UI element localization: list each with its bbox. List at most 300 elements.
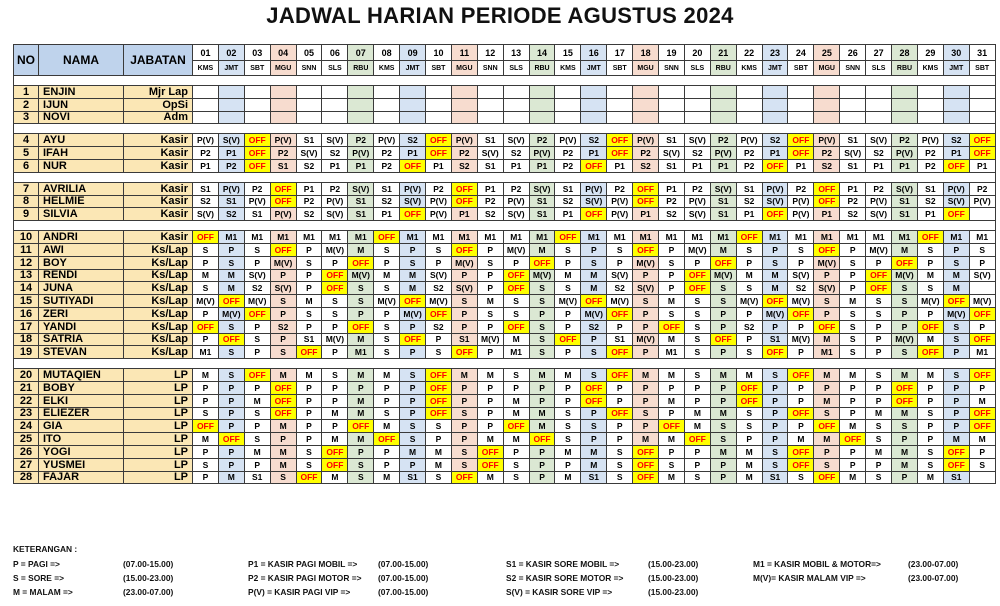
shift-cell: P2 (969, 182, 995, 195)
shift-cell: S2 (581, 320, 607, 333)
weekday-label: SNN (296, 61, 322, 76)
shift-cell: M(V) (762, 307, 788, 320)
shift-cell: M(V) (529, 269, 555, 282)
shift-cell: P2 (736, 147, 762, 160)
shift-cell: S (814, 407, 840, 420)
shift-cell: P (607, 420, 633, 433)
separator-cell (14, 76, 996, 86)
employee-position: LP (124, 394, 193, 407)
shift-cell: S(V) (710, 182, 736, 195)
shift-off-cell: OFF (943, 445, 969, 458)
shift-cell: M1 (866, 231, 892, 244)
shift-cell: P (892, 471, 918, 484)
shift-cell: P (607, 381, 633, 394)
shift-cell: S(V) (244, 269, 270, 282)
shift-cell: P (814, 445, 840, 458)
shift-cell (270, 98, 296, 111)
shift-cell: P2 (555, 159, 581, 172)
shift-cell: S (762, 458, 788, 471)
shift-cell: P (866, 381, 892, 394)
shift-cell: P (218, 243, 244, 256)
shift-cell: M1 (193, 346, 219, 359)
shift-off-cell: OFF (736, 231, 762, 244)
shift-cell: S(V) (218, 134, 244, 147)
shift-cell: M (348, 394, 374, 407)
shift-cell: M1 (451, 231, 477, 244)
shift-cell: S (917, 282, 943, 295)
shift-cell: P (374, 458, 400, 471)
shift-cell: P (607, 320, 633, 333)
shift-cell (426, 98, 452, 111)
legend-time: (23.00-07.00) (908, 559, 959, 569)
shift-cell: P1 (529, 159, 555, 172)
shift-cell: M (400, 269, 426, 282)
weekday-label: MGU (633, 61, 659, 76)
shift-cell: M (270, 458, 296, 471)
shift-cell: P (529, 394, 555, 407)
employee-position: Kasir (124, 182, 193, 195)
employee-row (14, 458, 996, 471)
shift-off-cell: OFF (788, 445, 814, 458)
shift-cell: S (503, 369, 529, 382)
group-separator (14, 359, 996, 369)
shift-off-cell: OFF (581, 381, 607, 394)
shift-cell: P (659, 243, 685, 256)
shift-cell (581, 86, 607, 99)
shift-cell: S (451, 407, 477, 420)
shift-cell: P(V) (270, 208, 296, 221)
shift-cell: P (451, 381, 477, 394)
shift-cell: P2 (555, 147, 581, 160)
shift-cell: P (270, 307, 296, 320)
shift-cell: P (555, 256, 581, 269)
shift-cell: S1 (762, 471, 788, 484)
weekday-label: SLS (503, 61, 529, 76)
shift-cell: P (451, 269, 477, 282)
weekday-label: SLS (684, 61, 710, 76)
shift-cell: P (814, 307, 840, 320)
shift-cell (322, 86, 348, 99)
shift-cell: S (659, 307, 685, 320)
shift-cell: P2 (736, 159, 762, 172)
shift-cell: S2 (244, 282, 270, 295)
shift-cell: P (477, 243, 503, 256)
shift-cell: S1 (710, 208, 736, 221)
weekday-label: SNN (659, 61, 685, 76)
shift-cell: S (684, 295, 710, 308)
shift-cell: S (943, 256, 969, 269)
weekday-label: SNN (840, 61, 866, 76)
employee-position: LP (124, 381, 193, 394)
shift-cell: M (917, 269, 943, 282)
shift-cell (374, 86, 400, 99)
shift-cell (892, 111, 918, 124)
shift-cell: S (555, 407, 581, 420)
shift-off-cell: OFF (633, 195, 659, 208)
shift-cell: M1 (296, 231, 322, 244)
shift-cell: M(V) (244, 295, 270, 308)
shift-cell: P (477, 394, 503, 407)
shift-cell: S1 (917, 182, 943, 195)
shift-cell: M (270, 369, 296, 382)
shift-off-cell: OFF (633, 243, 659, 256)
shift-cell (736, 111, 762, 124)
shift-cell: M (503, 407, 529, 420)
employee-name: MUTAQIEN (39, 369, 124, 382)
shift-cell: M1 (244, 231, 270, 244)
shift-cell: M(V) (581, 307, 607, 320)
shift-cell: S (400, 433, 426, 446)
shift-cell: M (659, 433, 685, 446)
shift-cell: S (943, 320, 969, 333)
shift-cell: P2 (322, 182, 348, 195)
shift-cell: M(V) (943, 307, 969, 320)
shift-cell: P (193, 445, 219, 458)
shift-cell: P (814, 381, 840, 394)
shift-cell: M (917, 333, 943, 346)
shift-cell: S (710, 295, 736, 308)
shift-cell (710, 98, 736, 111)
employee-row (14, 320, 996, 333)
employee-no: 22 (14, 394, 39, 407)
shift-cell: S2 (477, 208, 503, 221)
shift-cell: M (892, 407, 918, 420)
shift-cell: S (451, 445, 477, 458)
shift-cell: S (193, 458, 219, 471)
shift-cell: M (400, 282, 426, 295)
shift-cell (607, 111, 633, 124)
page-title: JADWAL HARIAN PERIODE AGUSTUS 2024 (266, 3, 734, 28)
shift-cell (943, 98, 969, 111)
shift-cell: P (193, 381, 219, 394)
shift-cell: P (374, 256, 400, 269)
shift-cell: S (218, 346, 244, 359)
shift-cell: S (348, 295, 374, 308)
shift-cell: P (866, 333, 892, 346)
shift-cell: M (814, 394, 840, 407)
shift-cell (244, 86, 270, 99)
shift-cell (426, 111, 452, 124)
shift-cell: P (736, 433, 762, 446)
day-number: 09 (400, 45, 426, 61)
shift-cell: M (322, 471, 348, 484)
shift-cell (296, 111, 322, 124)
shift-cell: P (322, 420, 348, 433)
shift-off-cell: OFF (426, 369, 452, 382)
shift-cell: S2 (814, 159, 840, 172)
shift-off-cell: OFF (788, 458, 814, 471)
shift-cell: S (426, 346, 452, 359)
shift-cell (477, 111, 503, 124)
employee-no: 24 (14, 420, 39, 433)
shift-cell: P (426, 256, 452, 269)
shift-cell: P1 (477, 182, 503, 195)
weekday-label: JMT (943, 61, 969, 76)
weekday-label: SBT (607, 61, 633, 76)
shift-cell: P (659, 381, 685, 394)
shift-cell: P (529, 445, 555, 458)
shift-cell (555, 98, 581, 111)
shift-cell (892, 98, 918, 111)
employee-position: Kasir (124, 159, 193, 172)
shift-cell: S(V) (943, 195, 969, 208)
shift-cell: M (840, 295, 866, 308)
shift-cell: S (892, 282, 918, 295)
shift-off-cell: OFF (917, 320, 943, 333)
shift-cell: P1 (193, 159, 219, 172)
schedule-body (14, 45, 996, 484)
day-number: 13 (503, 45, 529, 61)
shift-cell: P (244, 346, 270, 359)
shift-cell: P1 (400, 147, 426, 160)
shift-cell (374, 98, 400, 111)
shift-off-cell: OFF (348, 420, 374, 433)
shift-off-cell: OFF (218, 295, 244, 308)
shift-cell: P (840, 394, 866, 407)
weekday-label: KMS (193, 61, 219, 76)
shift-cell: S1 (296, 333, 322, 346)
employee-name: NUR (39, 159, 124, 172)
shift-cell: S (244, 243, 270, 256)
employee-position: LP (124, 445, 193, 458)
shift-cell: M (296, 369, 322, 382)
shift-cell: M (969, 394, 995, 407)
shift-off-cell: OFF (969, 307, 995, 320)
shift-cell: P (400, 320, 426, 333)
group-separator (14, 172, 996, 182)
shift-cell: P (218, 445, 244, 458)
shift-cell: S (244, 333, 270, 346)
shift-cell: P(V) (969, 195, 995, 208)
shift-cell: S (296, 445, 322, 458)
shift-cell (451, 111, 477, 124)
shift-cell (710, 86, 736, 99)
employee-no: 17 (14, 320, 39, 333)
shift-cell: P(V) (451, 134, 477, 147)
shift-cell: S (529, 295, 555, 308)
shift-cell: P2 (633, 147, 659, 160)
employee-no: 26 (14, 445, 39, 458)
shift-cell: P1 (503, 159, 529, 172)
shift-off-cell: OFF (244, 307, 270, 320)
shift-cell: S (218, 256, 244, 269)
day-number: 31 (969, 45, 995, 61)
shift-cell: M1 (270, 231, 296, 244)
shift-cell: P (840, 381, 866, 394)
shift-cell (762, 98, 788, 111)
shift-cell: P (607, 256, 633, 269)
shift-cell: M(V) (348, 269, 374, 282)
shift-off-cell: OFF (814, 182, 840, 195)
shift-cell: S (788, 471, 814, 484)
employee-name: FAJAR (39, 471, 124, 484)
shift-cell: S (684, 320, 710, 333)
shift-cell: S (943, 333, 969, 346)
shift-cell (322, 98, 348, 111)
shift-cell: P (943, 243, 969, 256)
weekday-label: JMT (400, 61, 426, 76)
shift-cell: P (451, 307, 477, 320)
legend-code: S1 = KASIR SORE MOBIL => (506, 559, 620, 569)
employee-position: Ks/Lap (124, 256, 193, 269)
shift-cell: M (348, 407, 374, 420)
day-number: 15 (555, 45, 581, 61)
shift-cell: S (892, 295, 918, 308)
shift-cell: S(V) (193, 208, 219, 221)
employee-name: RENDI (39, 269, 124, 282)
shift-off-cell: OFF (400, 295, 426, 308)
shift-off-cell: OFF (607, 134, 633, 147)
shift-cell (762, 86, 788, 99)
weekday-label: KMS (374, 61, 400, 76)
shift-cell: P (193, 307, 219, 320)
shift-cell: P (244, 458, 270, 471)
shift-cell: P2 (814, 147, 840, 160)
day-number: 23 (762, 45, 788, 61)
shift-cell: P (840, 445, 866, 458)
shift-cell: S(V) (400, 195, 426, 208)
shift-cell: M (659, 295, 685, 308)
shift-cell: P (244, 381, 270, 394)
shift-cell: M (762, 269, 788, 282)
shift-cell: S (684, 471, 710, 484)
shift-off-cell: OFF (322, 282, 348, 295)
shift-cell: S1 (244, 208, 270, 221)
shift-cell: S (581, 346, 607, 359)
shift-cell: S (762, 256, 788, 269)
shift-cell (244, 111, 270, 124)
shift-cell (426, 86, 452, 99)
employee-position: Ks/Lap (124, 307, 193, 320)
shift-cell: M (244, 445, 270, 458)
employee-row (14, 471, 996, 484)
employee-name: GIA (39, 420, 124, 433)
employee-row (14, 269, 996, 282)
shift-cell: P (581, 333, 607, 346)
shift-cell: P (348, 445, 374, 458)
shift-cell: P1 (814, 208, 840, 221)
shift-cell: S1 (762, 333, 788, 346)
legend-code: S2 = KASIR SORE MOTOR => (506, 573, 624, 583)
separator-cell (14, 172, 996, 182)
shift-cell (943, 86, 969, 99)
legend-time: (07.00-15.00) (123, 559, 174, 569)
employee-position: Ks/Lap (124, 243, 193, 256)
employee-row (14, 394, 996, 407)
shift-cell: M (943, 282, 969, 295)
day-number: 30 (943, 45, 969, 61)
shift-cell: P1 (633, 208, 659, 221)
day-number: 14 (529, 45, 555, 61)
shift-cell: S (400, 420, 426, 433)
shift-cell (218, 86, 244, 99)
shift-cell: M(V) (374, 295, 400, 308)
shift-cell: M (218, 269, 244, 282)
shift-cell: M (710, 407, 736, 420)
shift-cell: S(V) (348, 182, 374, 195)
employee-name: SATRIA (39, 333, 124, 346)
shift-cell: P1 (296, 182, 322, 195)
shift-cell: M(V) (788, 295, 814, 308)
shift-cell (736, 86, 762, 99)
shift-off-cell: OFF (400, 208, 426, 221)
shift-off-cell: OFF (400, 159, 426, 172)
shift-cell: P (244, 420, 270, 433)
shift-cell: P (322, 256, 348, 269)
header-row (14, 45, 996, 61)
shift-cell: P (322, 381, 348, 394)
shift-cell: M (477, 369, 503, 382)
shift-cell: S (555, 243, 581, 256)
shift-cell: S1 (943, 471, 969, 484)
shift-cell: P (555, 307, 581, 320)
legend-code: S = SORE => (13, 573, 64, 583)
employee-row (14, 182, 996, 195)
shift-cell: S2 (193, 195, 219, 208)
shift-cell: M (374, 369, 400, 382)
shift-cell: P (296, 433, 322, 446)
shift-cell: S (684, 333, 710, 346)
shift-cell: S2 (218, 208, 244, 221)
shift-off-cell: OFF (503, 269, 529, 282)
shift-off-cell: OFF (684, 269, 710, 282)
shift-cell: P (840, 407, 866, 420)
shift-cell: M (659, 369, 685, 382)
shift-cell: S1 (193, 182, 219, 195)
weekday-label: RBU (710, 61, 736, 76)
shift-off-cell: OFF (503, 320, 529, 333)
employee-row (14, 369, 996, 382)
shift-cell: M(V) (892, 269, 918, 282)
shift-cell: S(V) (892, 182, 918, 195)
shift-cell: S (296, 307, 322, 320)
employee-name: AYU (39, 134, 124, 147)
shift-cell: P2 (866, 182, 892, 195)
shift-cell: S (684, 369, 710, 382)
shift-cell: P(V) (710, 147, 736, 160)
shift-cell: P1 (840, 182, 866, 195)
shift-off-cell: OFF (917, 346, 943, 359)
shift-cell: S (659, 458, 685, 471)
shift-cell: S1 (659, 159, 685, 172)
shift-off-cell: OFF (892, 256, 918, 269)
shift-cell (633, 98, 659, 111)
shift-cell (374, 111, 400, 124)
shift-cell: S (451, 458, 477, 471)
shift-cell: M (943, 433, 969, 446)
shift-cell: S (736, 282, 762, 295)
shift-cell: M (193, 369, 219, 382)
shift-cell: P(V) (270, 134, 296, 147)
employee-position: Kasir (124, 134, 193, 147)
day-number: 24 (788, 45, 814, 61)
shift-cell: S (529, 282, 555, 295)
shift-cell: P (788, 320, 814, 333)
shift-off-cell: OFF (762, 208, 788, 221)
shift-cell: P1 (892, 159, 918, 172)
shift-cell: P2 (374, 147, 400, 160)
employee-row (14, 307, 996, 320)
employee-row (14, 333, 996, 346)
shift-off-cell: OFF (374, 231, 400, 244)
day-number: 04 (270, 45, 296, 61)
shift-cell: M (892, 243, 918, 256)
shift-cell: P (218, 420, 244, 433)
shift-cell: M (840, 471, 866, 484)
shift-cell: M (348, 369, 374, 382)
shift-cell: P (555, 394, 581, 407)
shift-cell: P (503, 381, 529, 394)
